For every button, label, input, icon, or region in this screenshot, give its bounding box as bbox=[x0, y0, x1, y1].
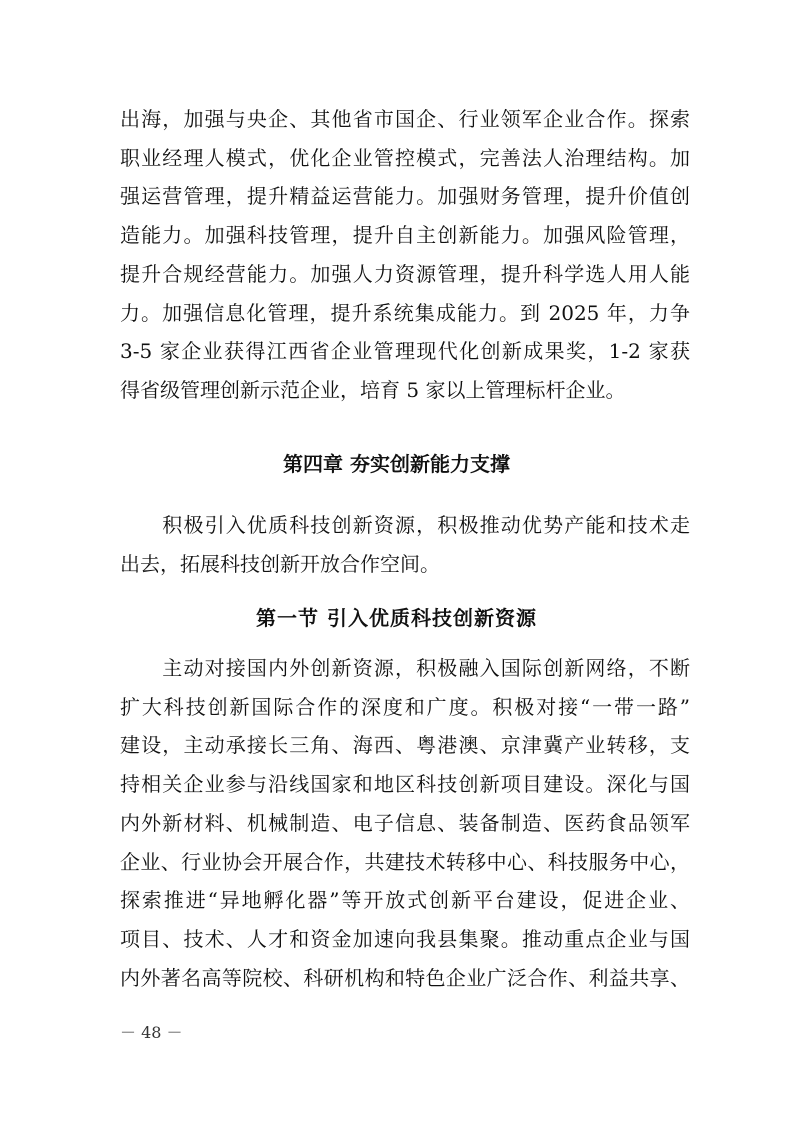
paragraph-management bbox=[120, 100, 690, 410]
text-line: 项目、技术、人才和资金加速向我县集聚。推动重点企业与国 bbox=[120, 926, 690, 951]
text-line: 内外新材料、机械制造、电子信息、装备制造、医药食品领军 bbox=[120, 810, 690, 835]
section-title: 第一节 引入优质科技创新资源 bbox=[256, 606, 537, 630]
text-line: 企业、行业协会开展合作，共建技术转移中心、科技服务中心， bbox=[120, 849, 690, 874]
text-line: 内外著名高等院校、科研机构和特色企业广泛合作、利益共享、 bbox=[120, 965, 690, 990]
text-line: 出去，拓展科技创新开放合作空间。 bbox=[120, 551, 440, 576]
chapter-title: 第四章 夯实创新能力支撑 bbox=[283, 452, 510, 476]
text-line: 职业经理人模式，优化企业管控模式，完善法人治理结构。加 bbox=[120, 145, 690, 170]
text-line: 积极引入优质科技创新资源，积极推动优势产能和技术走 bbox=[120, 513, 690, 537]
text-line: 探索推进“异地孵化器”等开放式创新平台建设，促进企业、 bbox=[120, 888, 690, 913]
text-line: 提升合规经营能力。加强人力资源管理，提升科学选人用人能 bbox=[120, 261, 690, 286]
text-line: 得省级管理创新示范企业，培育 5 家以上管理标杆企业。 bbox=[120, 377, 626, 402]
text-line: 主动对接国内外创新资源，积极融入国际创新网络，不断 bbox=[120, 656, 690, 680]
text-line: 建设，主动承接长三角、海西、粤港澳、京津冀产业转移，支 bbox=[120, 733, 690, 758]
text-line: 出海，加强与央企、其他省市国企、行业领军企业合作。探索 bbox=[120, 107, 690, 131]
paragraph-innovation-resources bbox=[120, 649, 690, 997]
text-line: 扩大科技创新国际合作的深度和广度。积极对接“一带一路” bbox=[120, 694, 690, 719]
paragraph-chapter-intro bbox=[120, 506, 690, 583]
text-line: 强运营管理，提升精益运营能力。加强财务管理，提升价值创 bbox=[120, 184, 690, 209]
text-line: 造能力。加强科技管理，提升自主创新能力。加强风险管理， bbox=[120, 223, 690, 248]
text-line: 3-5 家企业获得江西省企业管理现代化创新成果奖，1-2 家获 bbox=[120, 339, 690, 364]
text-line: 力。加强信息化管理，提升系统集成能力。到 2025 年，力争 bbox=[120, 300, 690, 325]
text-line: 持相关企业参与沿线国家和地区科技创新项目建设。深化与国 bbox=[120, 772, 690, 797]
page-number: － 48 － bbox=[120, 1023, 183, 1042]
